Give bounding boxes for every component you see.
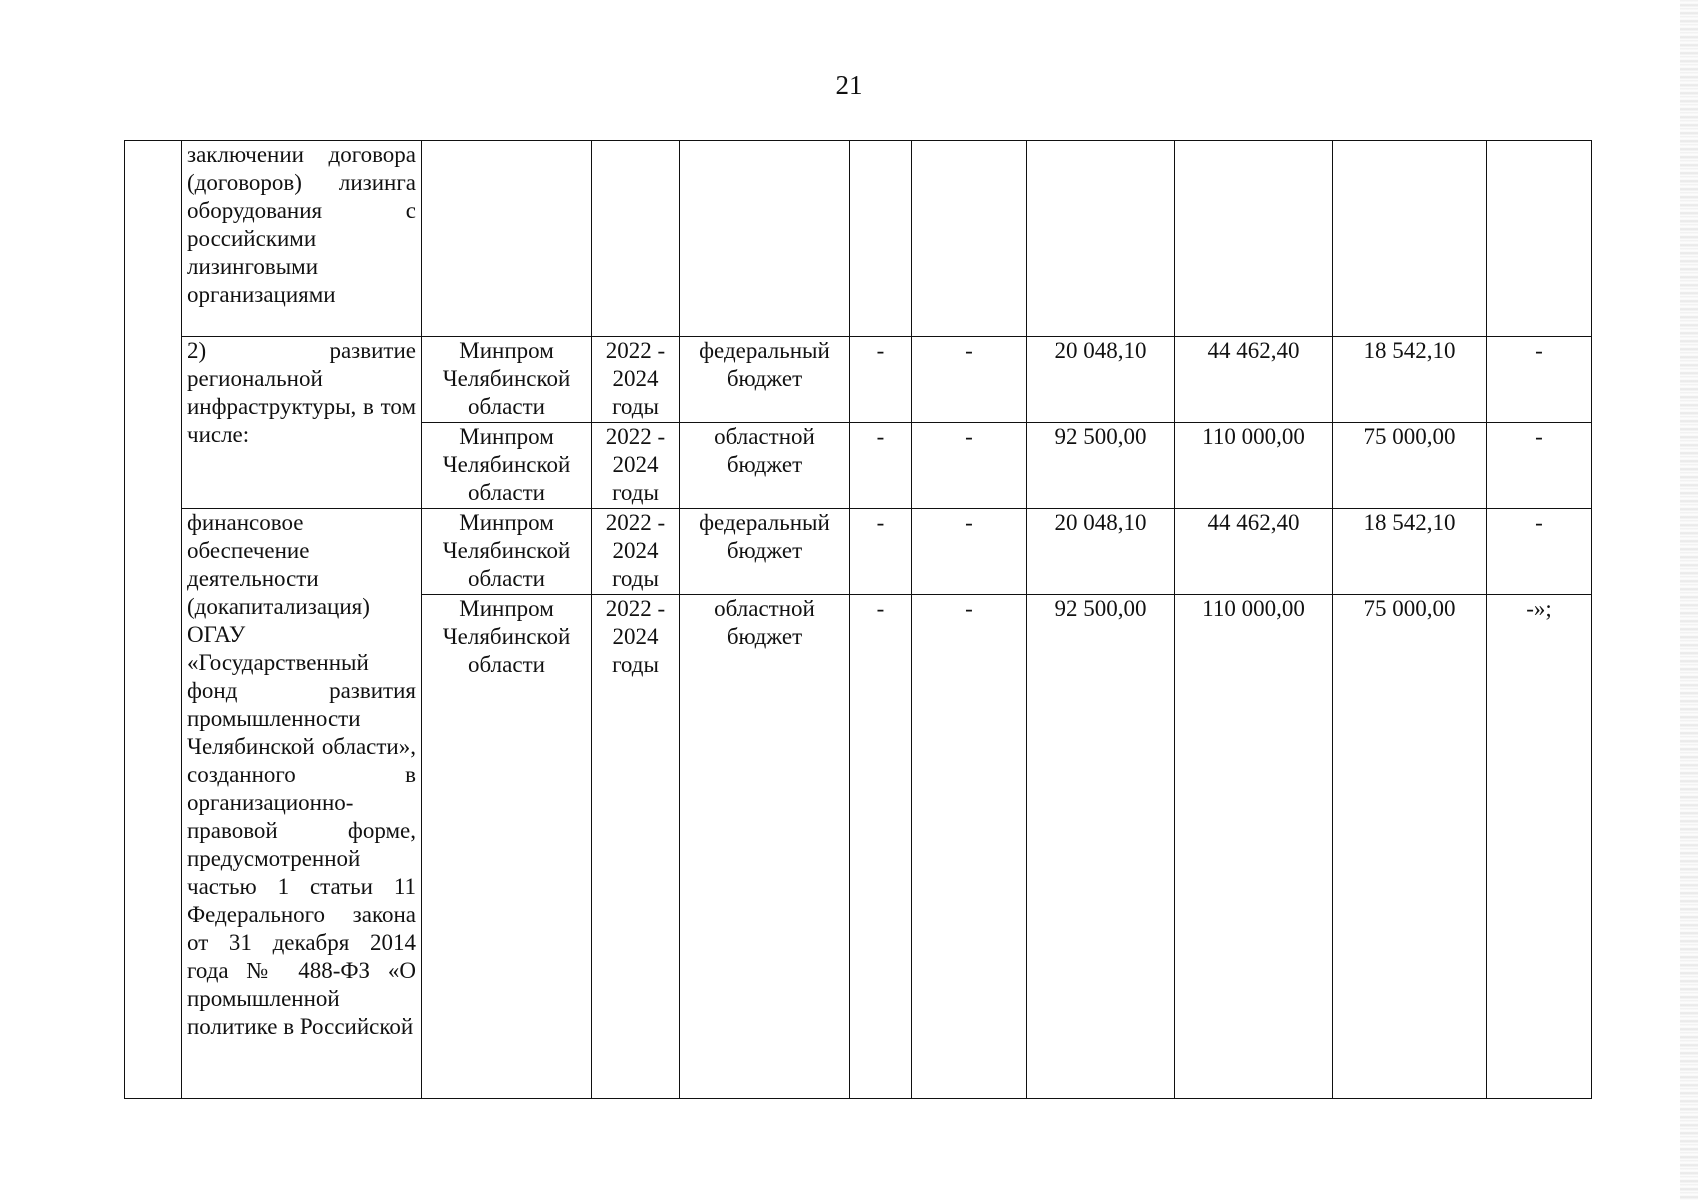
budget-table (124, 140, 1592, 1099)
executor-cell: Минпром Челябинской области (422, 423, 592, 509)
value-cell: - (850, 337, 912, 423)
period-cell: 2022 - 2024 годы (592, 423, 680, 509)
period-cell (592, 141, 680, 337)
executor-cell: Минпром Челябинской области (422, 337, 592, 423)
value-cell (912, 141, 1027, 337)
value-cell: - (850, 509, 912, 595)
table-row (125, 141, 1592, 337)
value-cell (1333, 141, 1487, 337)
value-cell: - (912, 509, 1027, 595)
value-cell (1487, 141, 1592, 337)
table-row (125, 337, 1592, 423)
value-cell: 44 462,40 (1175, 509, 1333, 595)
executor-cell: Минпром Челябинской области (422, 509, 592, 595)
source-cell (680, 141, 850, 337)
executor-cell (422, 141, 592, 337)
period-cell: 2022 - 2024 годы (592, 337, 680, 423)
value-cell: - (850, 423, 912, 509)
value-cell: - (912, 595, 1027, 1099)
value-cell: 18 542,10 (1333, 509, 1487, 595)
value-cell: - (1487, 423, 1592, 509)
table-row (125, 509, 1592, 595)
value-cell: -»; (1487, 595, 1592, 1099)
source-cell: областной бюджет (680, 595, 850, 1099)
number-cell (125, 141, 182, 1099)
value-cell: 110 000,00 (1175, 595, 1333, 1099)
value-cell: - (912, 337, 1027, 423)
source-cell: областной бюджет (680, 423, 850, 509)
value-cell: 92 500,00 (1027, 595, 1175, 1099)
source-cell: федеральный бюджет (680, 509, 850, 595)
value-cell (1027, 141, 1175, 337)
value-cell: 75 000,00 (1333, 595, 1487, 1099)
scan-edge-noise (1680, 0, 1698, 1200)
value-cell: - (850, 595, 912, 1099)
value-cell (850, 141, 912, 337)
value-cell: - (1487, 509, 1592, 595)
value-cell: 110 000,00 (1175, 423, 1333, 509)
value-cell: 44 462,40 (1175, 337, 1333, 423)
value-cell: 20 048,10 (1027, 509, 1175, 595)
value-cell: - (912, 423, 1027, 509)
executor-cell: Минпром Челябинской области (422, 595, 592, 1099)
page-number: 21 (835, 70, 863, 100)
description-cell: 2) развитие региональной инфраструктуры, в том числе: (182, 337, 422, 509)
value-cell (1175, 141, 1333, 337)
period-cell: 2022 - 2024 годы (592, 595, 680, 1099)
value-cell: 92 500,00 (1027, 423, 1175, 509)
description-cell: финансовое обеспечение деятельности (докапитализация) ОГАУ «Государственный фонд развития промышленности Челябинской области», созданного в организационно-правовой форме, предусмотренной частью 1 статьи 11 Федерального закона от 31 декабря 2014 года № 488-ФЗ «О промышленной политике в Российской (182, 509, 422, 1099)
value-cell: 20 048,10 (1027, 337, 1175, 423)
period-cell: 2022 - 2024 годы (592, 509, 680, 595)
value-cell: - (1487, 337, 1592, 423)
source-cell: федеральный бюджет (680, 337, 850, 423)
value-cell: 75 000,00 (1333, 423, 1487, 509)
value-cell: 18 542,10 (1333, 337, 1487, 423)
description-cell: заключении договора (договоров) лизинга оборудования с российскими лизинговыми организациями (182, 141, 422, 337)
